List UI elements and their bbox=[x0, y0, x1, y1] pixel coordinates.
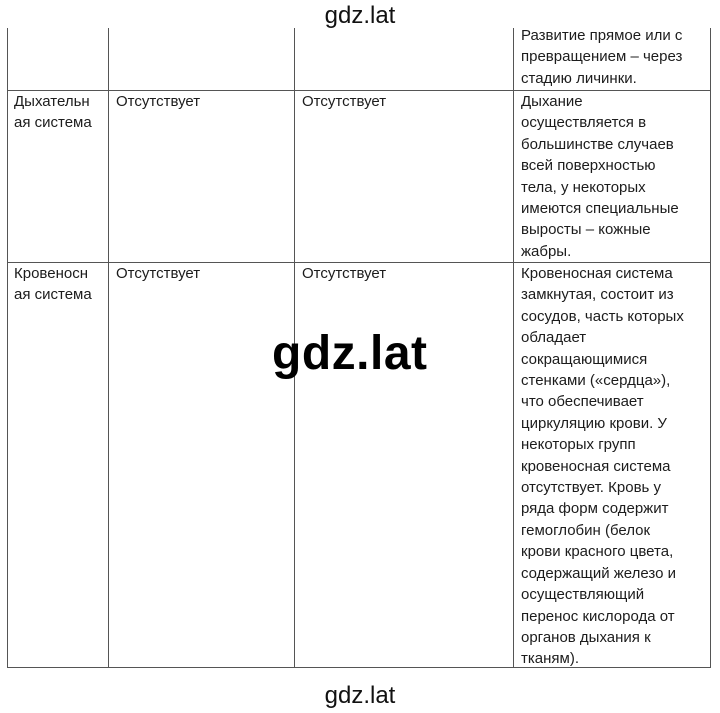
watermark-top: gdz.lat bbox=[324, 2, 396, 29]
circulatory-row-col2: Отсутствует bbox=[116, 265, 201, 282]
table-left-border bbox=[7, 28, 8, 668]
circulatory-row-col3: Отсутствует bbox=[302, 265, 387, 282]
watermark-bottom: gdz.lat bbox=[324, 682, 396, 709]
respiratory-row-col2: Отсутствует bbox=[116, 93, 201, 110]
column-divider-3 bbox=[513, 28, 514, 668]
respiratory-row-name: Дыхательн ая система bbox=[14, 93, 92, 132]
column-divider-1 bbox=[108, 28, 109, 668]
respiratory-row-col3: Отсутствует bbox=[302, 93, 387, 110]
watermark-center: gdz.lat bbox=[272, 327, 428, 380]
circulatory-row-description: Кровеносная система замкнутая, состоит из сосудов, часть которых обладает сокращающимися стенками («сердца»), что обеспечивает циркуляцию крови. У некоторых групп кровеносная система отсутствует. Кровь у ряда форм содержит гемоглобин (белок крови красного цвета, содержащий железо и осуществляющий перенос кислорода от органов дыхания к тканям). bbox=[521, 265, 684, 668]
table-right-border bbox=[710, 28, 711, 668]
respiratory-row-description: Дыхание осуществляется в большинстве случаев всей поверхностью тела, у некоторых имеются специальные выросты – кожные жабры. bbox=[521, 93, 679, 260]
circulatory-row-name: Кровеносн ая система bbox=[14, 265, 92, 304]
continued-row-description: Развитие прямое или с превращением – через стадию личинки. bbox=[521, 27, 683, 87]
